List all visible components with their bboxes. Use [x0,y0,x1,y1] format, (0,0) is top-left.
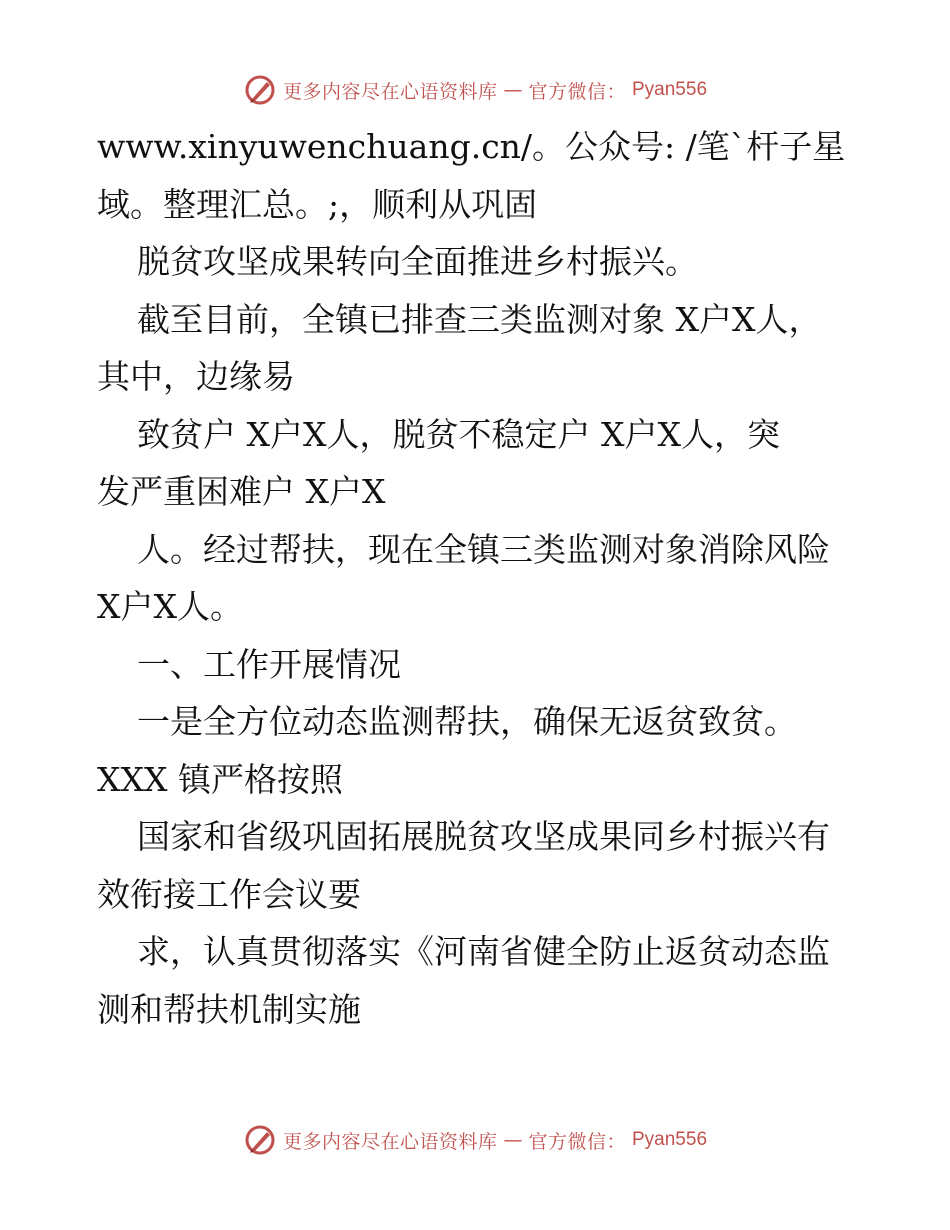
watermark-text: 更多内容尽在心语资料库 [282,1130,498,1153]
pen-logo-icon [243,73,277,107]
watermark-contact-label: 官方微信： [528,80,626,103]
watermark-separator: — [503,1129,523,1151]
header-watermark [0,70,950,110]
body-line: 发严重困难户 X户X [97,472,386,511]
body-line: 人。经过帮扶，现在全镇三类监测对象消除风险 [137,529,830,569]
watermark-contact-id: Pyan556 [632,79,708,100]
body-line: 求，认真贯彻落实《河南省健全防止返贫动态监 [137,932,830,971]
body-line: www.xinyuwenchuang.cn/。公众号: /笔`杆子星 [97,127,846,166]
watermark-separator: — [503,79,523,101]
body-line: 致贫户 X户X人，脱贫不稳定户 X户X人，突 [137,414,780,454]
pen-logo-icon [243,1123,277,1157]
watermark-contact-id: Pyan556 [632,1129,708,1150]
body-line: XXX 镇严格按照 [97,759,343,799]
body-line: X户X人。 [97,587,243,626]
document-body [97,118,857,1038]
watermark-contact-label: 官方微信： [528,1130,626,1153]
body-line: 截至目前，全镇已排查三类监测对象 X户X人， [137,299,822,339]
body-line: 效衔接工作会议要 [97,874,361,914]
body-line: 脱贫攻坚成果转向全面推进乡村振兴。 [137,242,698,281]
body-line: 国家和省级巩固拓展脱贫攻坚成果同乡村振兴有 [137,817,830,856]
body-line: 一是全方位动态监测帮扶，确保无返贫致贫。 [137,702,797,741]
footer-watermark [0,1120,950,1160]
body-line: 测和帮扶机制实施 [97,989,361,1029]
watermark-text: 更多内容尽在心语资料库 [282,80,498,103]
body-line: 其中，边缘易 [97,357,295,396]
body-line: 域。整理汇总。;，顺利从巩固 [97,184,538,224]
section-heading: 一、工作开展情况 [137,644,401,684]
